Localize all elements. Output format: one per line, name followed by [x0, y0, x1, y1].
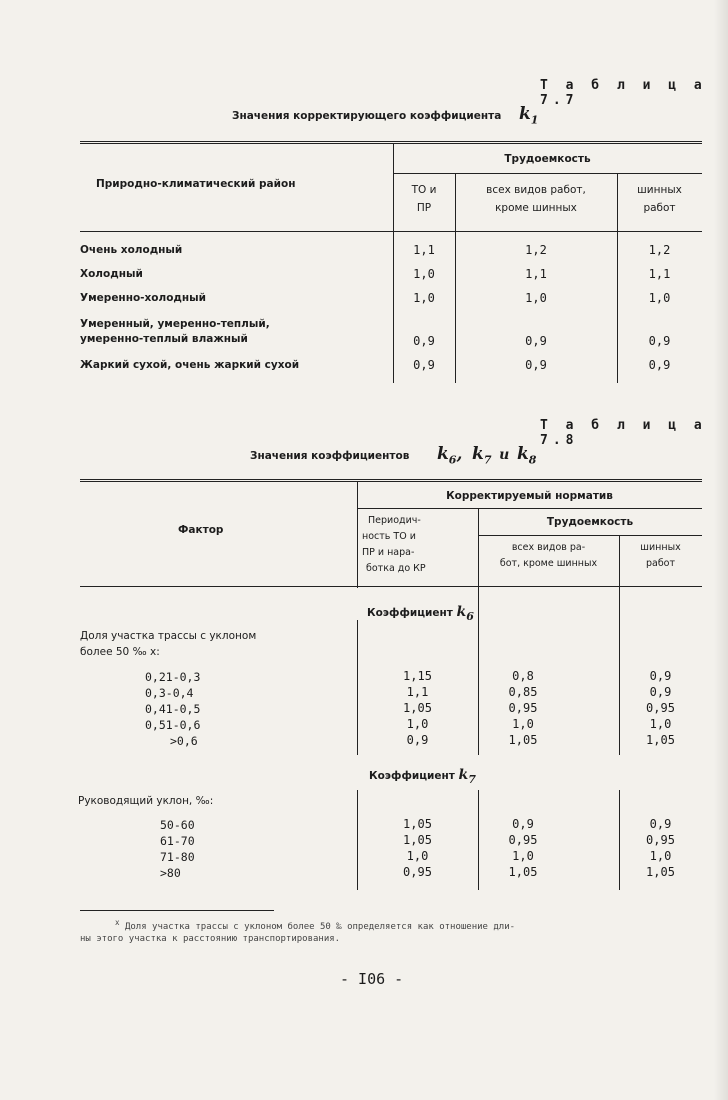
- footnote-rule: [80, 910, 274, 911]
- section-coef: [456, 604, 474, 623]
- table-7-7-col1-h1: ТО и: [411, 184, 437, 196]
- t77-row2-v2: 1,1: [525, 267, 547, 281]
- section-title-text: Коэффициент: [367, 607, 453, 619]
- t78-subgroup-header: Трудоемкость: [546, 516, 634, 528]
- t78-s1-row5-v1: 0,9: [406, 733, 429, 747]
- coef-var: k: [437, 444, 449, 464]
- t78-col3-h2: работ: [645, 558, 676, 569]
- coef-sub: 7: [468, 772, 476, 786]
- t77-row4-v2: 0,9: [525, 334, 547, 348]
- table-7-8-factor-header: Фактор: [178, 524, 224, 536]
- t78-s1-row3-v1: 1,05: [403, 701, 432, 715]
- t78-s1-row4-v1: 1,0: [406, 717, 429, 731]
- t78-s1-group-label-1: Доля участка трассы с уклоном: [80, 630, 257, 642]
- coef-var: k: [458, 767, 469, 783]
- t78-s2-row1-v2: 0,9: [512, 817, 534, 831]
- section-coef: [458, 767, 476, 786]
- table-7-8-top-rule: [80, 479, 702, 480]
- table-7-8-group-rule: [357, 508, 702, 509]
- t78-s1-row4-label: 0,51-0,6: [145, 718, 201, 732]
- table-7-8-top-rule-2: [80, 481, 702, 482]
- page-number: - I06 -: [340, 970, 404, 988]
- t78-s2-row2-v1: 1,05: [403, 833, 432, 847]
- t78-s2-row4-v3: 1,05: [646, 865, 675, 879]
- t77-row3-v2: 1,0: [525, 291, 547, 305]
- t78-s1-row2-v2: 0,85: [508, 685, 538, 699]
- coef-k7: [472, 444, 492, 467]
- table-7-7-col2-h2: кроме шинных: [495, 202, 577, 214]
- t78-col3-h1: шинных: [640, 542, 681, 553]
- t78-s2-row4-v1: 0,95: [403, 865, 432, 879]
- t78-col2-h2: бот, кроме шинных: [499, 558, 598, 569]
- t77-row2-v3: 1,1: [648, 267, 671, 281]
- t78-s2-group-label: Руководящий уклон, ‰:: [78, 795, 214, 807]
- table-7-7-caption-text: Значения корректирующего коэффициента: [232, 110, 502, 122]
- t78-s1-group-label-2: более 50 ‰ х:: [80, 646, 160, 658]
- t78-col1-h2: ность ТО и: [362, 531, 416, 542]
- t78-s2-row3-v3: 1,0: [649, 849, 672, 863]
- coef-sub: 6: [448, 453, 457, 467]
- t78-s1-row3-v3: 0,95: [646, 701, 675, 715]
- t78-s1-row5-v3: 1,05: [646, 733, 675, 747]
- table-7-7-top-rule-2: [80, 143, 702, 144]
- t78-s2-row1-v3: 0,9: [649, 817, 672, 831]
- table-7-7-caption: [232, 104, 538, 126]
- t77-row2-v1: 1,0: [413, 267, 435, 281]
- table-7-8-caption-text: Значения коэффициентов: [250, 450, 410, 462]
- t78-s1-row3-label: 0,41-0,5: [145, 702, 201, 716]
- t77-row4-v1: 0,9: [413, 334, 435, 348]
- coef-and: и: [499, 447, 510, 463]
- t77-row3-v3: 1,0: [648, 291, 671, 305]
- t77-row3-v1: 1,0: [413, 291, 435, 305]
- table-7-7-group-header: Трудоемкость: [504, 153, 591, 165]
- coef-sub: 6: [466, 609, 474, 623]
- table-7-7-coef: [518, 104, 539, 127]
- t78-s1-row4-v3: 1,0: [649, 717, 672, 731]
- t77-row4-label-2: умеренно-теплый влажный: [80, 333, 248, 345]
- t78-s2-row1-label: 50-60: [160, 818, 195, 832]
- table-7-8-group-header: Корректируемый норматив: [446, 490, 613, 502]
- coef-k8: [516, 444, 537, 467]
- t78-col1-h4: ботка до КР: [366, 563, 426, 574]
- t78-s2-row3-label: 71-80: [160, 850, 195, 864]
- footnote-line-2: ны этого участка к расстоянию транспортирования.: [80, 934, 341, 944]
- coef-var: k: [518, 104, 531, 124]
- coef-var: k: [472, 444, 484, 464]
- page-edge-shadow: [714, 0, 728, 1100]
- coef-separator: ,: [456, 444, 463, 464]
- t78-s1-row3-v2: 0,95: [508, 701, 538, 715]
- t78-s1-row1-label: 0,21-0,3: [145, 670, 201, 684]
- table-7-7-header-rule: [80, 231, 702, 232]
- t77-row1-label: Очень холодный: [80, 244, 183, 256]
- table-7-8-caption: [250, 444, 536, 466]
- t78-s2-row3-v2: 1,0: [512, 849, 534, 863]
- footnote-line-1: [115, 918, 515, 932]
- coef-sub: 1: [530, 113, 539, 127]
- table-7-7-number: Т а б л и ц а 7.7: [540, 78, 707, 108]
- t78-s1-row5-v2: 1,05: [508, 733, 538, 747]
- coef-sub: 8: [528, 453, 537, 467]
- t78-col2-h1: всех видов ра-: [511, 542, 586, 553]
- t78-s1-row1-v1: 1,15: [403, 669, 432, 683]
- t77-row1-v3: 1,2: [648, 243, 671, 257]
- t77-row5-v1: 0,9: [413, 358, 435, 372]
- t78-s1-row4-v2: 1,0: [512, 717, 534, 731]
- table-7-7-col3-h1: шинных: [637, 184, 682, 196]
- t77-row5-v2: 0,9: [525, 358, 547, 372]
- t77-row5-label: Жаркий сухой, очень жаркий сухой: [80, 359, 300, 371]
- footnote-text-1: Доля участка трассы с уклоном более 50 ‰ определяется как отношение дли-: [124, 922, 516, 932]
- table-7-7-col2-h1: всех видов работ,: [486, 184, 586, 196]
- table-7-7-col3-h2: работ: [643, 202, 676, 214]
- coef-sub: 7: [483, 453, 492, 467]
- coef-var: k: [456, 604, 467, 620]
- table-7-8-header-rule: [80, 586, 702, 587]
- t78-s2-row3-v1: 1,0: [406, 849, 429, 863]
- table-7-8-subgroup-rule: [478, 535, 702, 536]
- t78-s1-row1-v2: 0,8: [512, 669, 534, 683]
- coef-var: k: [516, 444, 529, 464]
- t77-row3-label: Умеренно-холодный: [80, 292, 206, 304]
- table-7-7-factor-header: Природно-климатический район: [96, 178, 296, 190]
- t77-row2-label: Холодный: [80, 268, 143, 280]
- t78-col1-h3: ПР и нара-: [362, 547, 415, 558]
- t77-row1-v1: 1,1: [413, 243, 435, 257]
- t78-s1-row1-v3: 0,9: [649, 669, 672, 683]
- t77-row4-label-1: Умеренный, умеренно-теплый,: [80, 318, 270, 330]
- table-7-7-group-rule: [393, 173, 702, 174]
- t78-s2-row2-v2: 0,95: [508, 833, 538, 847]
- t77-row5-v3: 0,9: [648, 358, 671, 372]
- t78-section1-title: [367, 604, 474, 623]
- section-title-text: Коэффициент: [369, 770, 455, 782]
- coef-k6: [437, 444, 457, 467]
- table-7-7-top-rule: [80, 141, 702, 142]
- t78-section2-title: [369, 767, 476, 786]
- t78-s2-row1-v1: 1,05: [403, 817, 432, 831]
- t78-s2-row2-label: 61-70: [160, 834, 195, 848]
- t78-s2-row4-v2: 1,05: [508, 865, 538, 879]
- t78-s1-row2-label: 0,3-0,4: [145, 686, 194, 700]
- table-7-8-number: Т а б л и ц а 7.8: [540, 418, 707, 448]
- t78-s2-row2-v3: 0,95: [646, 833, 675, 847]
- t78-col1-h1: Периодич-: [368, 515, 421, 526]
- t77-row4-v3: 0,9: [648, 334, 671, 348]
- t78-s1-row2-v1: 1,1: [406, 685, 429, 699]
- table-7-7-col1-h2: ПР: [416, 202, 432, 214]
- t78-s1-row5-label: >0,6: [170, 734, 198, 748]
- t78-s2-row4-label: >80: [160, 866, 181, 880]
- t78-s1-row2-v3: 0,9: [649, 685, 672, 699]
- t77-row1-v2: 1,2: [525, 243, 547, 257]
- footnote-mark: х: [115, 918, 120, 927]
